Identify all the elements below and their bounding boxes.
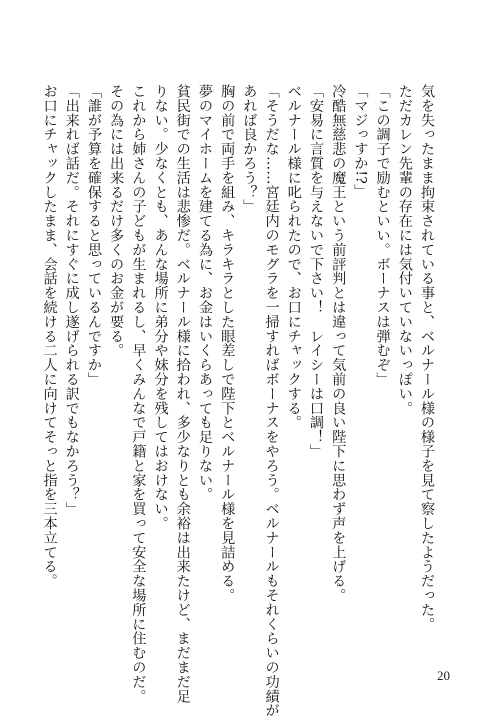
text-line: 「安易に言質を与えないで下さい！ レイシーは口調！」 (307, 84, 324, 459)
text-line: お口にチャックしたまま、会話を続ける二人に向けてそっと指を三本立てる。 (41, 84, 58, 588)
text-line: 気を失ったまま拘束されている事と、ベルナール様の様子を見て察したようだった。 (419, 84, 435, 632)
text-line: これから姉さんの子どもが生まれるし、早くみんなで戸籍と家を買って安全な場所に住むのだ。 (130, 84, 147, 704)
vertical-text-body (41, 84, 438, 718)
text-line: 胸の前で両手を組み、キラキラとした眼差しで陛下とベルナール様を見詰める。 (219, 84, 236, 603)
text-line: あれば良かろう？」 (241, 84, 258, 214)
text-line: 貧民街での生活は悲惨だ。ベルナール様に拾われ、多少なりとも余裕は出来たけど、まだまだ足 (174, 84, 191, 704)
text-line: 「誰が予算を確保すると思っているんですか」 (85, 84, 102, 387)
text-line: 「そうだな……宮廷内のモグラを一掃すればボーナスをやろう。ベルナールもそれくらいの功績が (263, 84, 280, 718)
text-line: 「この調子で励むといい。ボーナスは弾むぞ」 (374, 84, 391, 387)
text-line: ただカレン先輩の存在には気付いていないっぽい。 (396, 84, 413, 416)
page-number: 20 (437, 668, 450, 683)
text-line: その為には出来るだけ多くのお金が要る。 (108, 84, 125, 358)
text-line: 「出来れば話だ。それにすぐに成し遂げられる訳でもなかろう？」 (63, 84, 80, 516)
text-line: 夢のマイホームを建てる為に、お金はいくらあっても足りない。 (196, 84, 213, 502)
text-line: ベルナール様に叱られたので、お口にチャックする。 (285, 84, 302, 430)
text-line: 冷酷無慈悲の魔王という前評判とは違って気前の良い陛下に思わず声を上げる。 (330, 84, 347, 603)
text-line: りない。少なくとも、あんな場所に弟分や妹分を残してはおけない。 (152, 84, 169, 531)
text-line: 「マジっすか!?」 (352, 84, 369, 199)
